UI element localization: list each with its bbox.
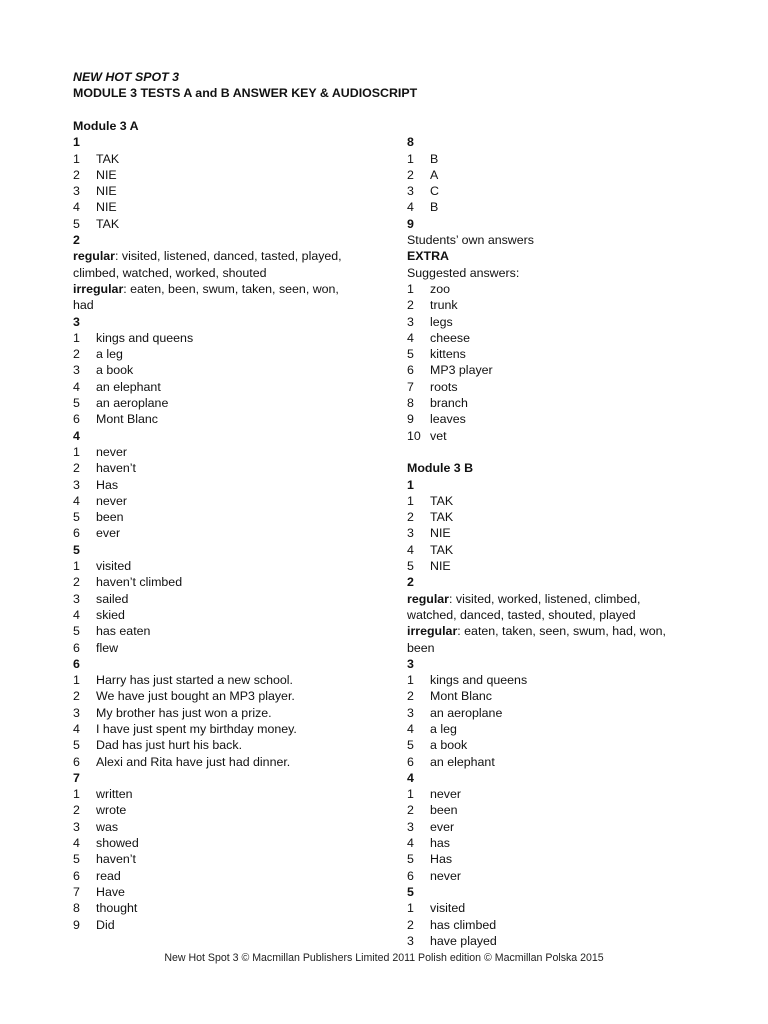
answer-item: [73, 721, 393, 737]
answer-item: [407, 509, 707, 525]
answer-item: [407, 672, 707, 688]
answer-item: [407, 493, 707, 509]
item-answer: Has: [430, 852, 453, 867]
answer-item: [73, 509, 393, 525]
answer-item: [407, 379, 707, 395]
answer-line: climbed, watched, worked, shouted: [73, 265, 267, 280]
item-number: 9: [73, 917, 80, 932]
item-answer: Mont Blanc: [430, 689, 492, 704]
answer-item: [407, 395, 707, 411]
answer-line: had: [73, 298, 94, 313]
item-number: 5: [73, 396, 80, 411]
answer-line: [73, 281, 393, 297]
item-answer: TAK: [430, 493, 454, 508]
answer-item: [407, 297, 707, 313]
exercise-number: 9: [407, 216, 414, 231]
page-footer: New Hot Spot 3 © Macmillan Publishers Limited 2011 Polish edition © Macmillan Polska 2015: [164, 952, 604, 964]
item-number: 2: [407, 298, 414, 313]
item-answer: skied: [96, 607, 125, 622]
exercise-number: 3: [73, 314, 80, 329]
answer-item: [73, 835, 393, 851]
left-column: [73, 118, 393, 933]
item-number: 2: [73, 689, 80, 704]
item-number: 5: [407, 852, 414, 867]
item-number: 3: [407, 819, 414, 834]
answer-label: regular: [73, 249, 116, 264]
item-answer: been: [96, 510, 124, 525]
item-number: 6: [407, 868, 414, 883]
answer-item: [407, 900, 707, 916]
item-number: 1: [73, 673, 80, 688]
document-title: NEW HOT SPOT 3: [73, 70, 180, 84]
answer-item: [73, 868, 393, 884]
answer-item: [73, 330, 393, 346]
module-heading: Module 3 A: [73, 119, 139, 133]
item-number: 4: [407, 721, 414, 736]
item-number: 4: [73, 493, 80, 508]
item-answer: an aeroplane: [96, 396, 169, 411]
item-answer: an elephant: [430, 754, 495, 769]
answer-label: regular: [407, 591, 450, 606]
exercise-number: 3: [407, 656, 414, 671]
item-answer: B: [430, 151, 439, 166]
item-answer: haven’t: [96, 461, 136, 476]
item-number: 5: [407, 559, 414, 574]
item-answer: NIE: [96, 184, 117, 199]
item-number: 5: [407, 347, 414, 362]
item-number: 1: [407, 151, 414, 166]
answer-item: [73, 411, 393, 427]
answer-item: [73, 346, 393, 362]
answer-item: [407, 428, 707, 444]
answer-item: [407, 199, 707, 215]
item-number: 2: [407, 917, 414, 932]
item-number: 2: [407, 510, 414, 525]
answer-line: [73, 248, 393, 264]
item-number: 4: [407, 330, 414, 345]
answer-text: : eaten, been, swum, taken, seen, won,: [123, 281, 339, 296]
item-answer: MP3 player: [430, 363, 493, 378]
item-answer: kings and queens: [96, 330, 194, 345]
item-answer: an aeroplane: [430, 705, 503, 720]
exercise-number: 6: [73, 656, 80, 671]
item-number: 3: [407, 526, 414, 541]
answer-item: [73, 216, 393, 232]
answer-item: [73, 737, 393, 753]
exercise-number: 5: [73, 542, 80, 557]
item-answer: roots: [430, 379, 458, 394]
item-answer: Have: [96, 884, 125, 899]
item-number: 1: [73, 559, 80, 574]
answer-item: [73, 900, 393, 916]
answer-item: [407, 868, 707, 884]
item-number: 4: [407, 836, 414, 851]
item-number: 6: [407, 363, 414, 378]
item-number: 4: [73, 200, 80, 215]
answer-item: [407, 346, 707, 362]
answer-label: irregular: [407, 624, 458, 639]
item-number: 8: [407, 396, 414, 411]
answer-item: [73, 558, 393, 574]
answer-line: Suggested answers:: [407, 265, 520, 280]
item-answer: NIE: [96, 167, 117, 182]
document-subtitle: MODULE 3 TESTS A and B ANSWER KEY & AUDIOSCRIPT: [73, 86, 418, 101]
answer-item: [73, 786, 393, 802]
answer-item: [407, 721, 707, 737]
answer-item: [73, 802, 393, 818]
item-number: 2: [407, 167, 414, 182]
answer-item: [73, 591, 393, 607]
answer-item: [73, 444, 393, 460]
answer-item: [407, 183, 707, 199]
item-number: 7: [73, 884, 80, 899]
exercise-number: 4: [73, 428, 80, 443]
item-answer: branch: [430, 396, 468, 411]
answer-item: [73, 688, 393, 704]
item-answer: Mont Blanc: [96, 412, 158, 427]
item-answer: sailed: [96, 591, 129, 606]
exercise-number: 1: [407, 477, 414, 492]
answer-item: [73, 819, 393, 835]
item-answer: thought: [96, 901, 138, 916]
answer-line: [407, 623, 707, 639]
item-number: 1: [407, 493, 414, 508]
item-answer: never: [96, 493, 127, 508]
item-number: 7: [407, 379, 414, 394]
item-answer: has climbed: [430, 917, 497, 932]
item-answer: zoo: [430, 281, 450, 296]
item-answer: vet: [430, 428, 447, 443]
item-number: 6: [73, 412, 80, 427]
item-answer: We have just bought an MP3 player.: [96, 689, 295, 704]
item-number: 1: [73, 444, 80, 459]
exercise-number: 2: [73, 233, 80, 248]
item-answer: leaves: [430, 412, 466, 427]
answer-item: [407, 737, 707, 753]
item-answer: never: [430, 868, 461, 883]
item-answer: kittens: [430, 347, 466, 362]
item-number: 5: [73, 216, 80, 231]
answer-item: [73, 574, 393, 590]
answer-item: [407, 819, 707, 835]
answer-item: [73, 493, 393, 509]
answer-line: [407, 591, 707, 607]
item-number: 1: [73, 787, 80, 802]
right-column: [407, 118, 707, 949]
item-answer: been: [430, 803, 458, 818]
item-answer: A: [430, 167, 439, 182]
item-answer: NIE: [96, 200, 117, 215]
answer-item: [407, 362, 707, 378]
item-answer: ever: [430, 819, 455, 834]
item-number: 1: [407, 787, 414, 802]
item-answer: a leg: [430, 721, 457, 736]
answer-item: [407, 835, 707, 851]
answer-item: [407, 754, 707, 770]
exercise-number: EXTRA: [407, 249, 449, 264]
answer-item: [73, 460, 393, 476]
answer-text: : visited, listened, danced, tasted, played,: [115, 249, 342, 264]
answer-item: [73, 151, 393, 167]
item-answer: Did: [96, 917, 115, 932]
answer-item: [407, 786, 707, 802]
answer-item: [73, 754, 393, 770]
answer-item: [407, 558, 707, 574]
item-answer: NIE: [430, 526, 451, 541]
item-number: 4: [73, 607, 80, 622]
answer-item: [73, 395, 393, 411]
answer-item: [407, 314, 707, 330]
item-number: 2: [407, 689, 414, 704]
item-answer: Has: [96, 477, 119, 492]
answer-item: [407, 917, 707, 933]
answer-item: [407, 542, 707, 558]
exercise-number: 2: [407, 575, 414, 590]
item-answer: TAK: [430, 510, 454, 525]
item-number: 1: [407, 673, 414, 688]
item-answer: was: [96, 819, 119, 834]
item-answer: haven’t climbed: [96, 575, 183, 590]
item-number: 2: [73, 347, 80, 362]
exercise-number: 4: [407, 770, 414, 785]
item-number: 6: [73, 868, 80, 883]
blank-line: [407, 118, 707, 134]
item-number: 2: [407, 803, 414, 818]
answer-item: [73, 607, 393, 623]
answer-item: [73, 672, 393, 688]
item-answer: Dad has just hurt his back.: [96, 738, 243, 753]
item-answer: kings and queens: [430, 673, 528, 688]
item-number: 3: [73, 477, 80, 492]
answer-item: [73, 183, 393, 199]
item-number: 1: [407, 901, 414, 916]
item-number: 5: [407, 738, 414, 753]
answer-item: [407, 933, 707, 949]
answer-item: [73, 199, 393, 215]
answer-line: Students’ own answers: [407, 233, 534, 248]
item-answer: C: [430, 184, 439, 199]
item-number: 9: [407, 412, 414, 427]
item-answer: has: [430, 836, 450, 851]
answer-item: [73, 362, 393, 378]
answer-item: [407, 151, 707, 167]
item-number: 6: [73, 526, 80, 541]
item-number: 1: [407, 281, 414, 296]
item-answer: TAK: [96, 216, 120, 231]
item-answer: B: [430, 200, 439, 215]
answer-item: [407, 802, 707, 818]
answer-item: [73, 379, 393, 395]
item-number: 3: [73, 363, 80, 378]
item-answer: read: [96, 868, 121, 883]
answer-item: [73, 623, 393, 639]
item-number: 3: [407, 184, 414, 199]
item-number: 6: [73, 640, 80, 655]
item-answer: ever: [96, 526, 121, 541]
item-answer: flew: [96, 640, 119, 655]
answer-text: : visited, worked, listened, climbed,: [449, 591, 641, 606]
item-answer: legs: [430, 314, 453, 329]
item-answer: visited: [96, 559, 132, 574]
item-number: 4: [73, 379, 80, 394]
answer-item: [73, 705, 393, 721]
answer-item: [407, 281, 707, 297]
item-answer: TAK: [430, 542, 454, 557]
answer-item: [407, 851, 707, 867]
item-number: 3: [73, 705, 80, 720]
item-answer: never: [430, 787, 461, 802]
item-answer: Alexi and Rita have just had dinner.: [96, 754, 291, 769]
item-number: 1: [73, 151, 80, 166]
answer-line: been: [407, 640, 435, 655]
item-number: 2: [73, 575, 80, 590]
answer-item: [407, 411, 707, 427]
item-number: 10: [407, 428, 421, 443]
answer-text: : eaten, taken, seen, swum, had, won,: [457, 624, 666, 639]
answer-item: [407, 525, 707, 541]
item-answer: I have just spent my birthday money.: [96, 721, 297, 736]
item-answer: visited: [430, 901, 466, 916]
item-number: 3: [73, 819, 80, 834]
item-answer: written: [96, 787, 133, 802]
item-answer: a leg: [96, 347, 123, 362]
answer-item: [407, 705, 707, 721]
exercise-number: 7: [73, 770, 80, 785]
item-number: 4: [73, 836, 80, 851]
answer-item: [73, 167, 393, 183]
item-number: 5: [73, 738, 80, 753]
answer-item: [407, 167, 707, 183]
item-answer: haven’t: [96, 852, 136, 867]
item-number: 8: [73, 901, 80, 916]
item-number: 3: [73, 591, 80, 606]
answer-item: [73, 917, 393, 933]
exercise-number: 8: [407, 135, 414, 150]
exercise-number: 1: [73, 135, 80, 150]
document-header: [73, 69, 417, 102]
answer-item: [407, 330, 707, 346]
item-answer: trunk: [430, 298, 458, 313]
item-answer: never: [96, 444, 127, 459]
item-answer: a book: [96, 363, 134, 378]
answer-label: irregular: [73, 281, 124, 296]
item-number: 5: [73, 852, 80, 867]
item-answer: My brother has just won a prize.: [96, 705, 272, 720]
item-number: 4: [73, 721, 80, 736]
item-number: 2: [73, 803, 80, 818]
item-number: 2: [73, 167, 80, 182]
item-answer: TAK: [96, 151, 120, 166]
item-number: 6: [73, 754, 80, 769]
item-number: 1: [73, 330, 80, 345]
item-answer: wrote: [96, 803, 127, 818]
item-number: 3: [73, 184, 80, 199]
item-number: 5: [73, 624, 80, 639]
answer-item: [73, 640, 393, 656]
item-answer: showed: [96, 836, 139, 851]
item-answer: have played: [430, 933, 497, 948]
item-answer: Harry has just started a new school.: [96, 673, 293, 688]
answer-item: [73, 525, 393, 541]
exercise-number: 5: [407, 884, 414, 899]
answer-item: [73, 851, 393, 867]
item-number: 4: [407, 200, 414, 215]
item-number: 3: [407, 933, 414, 948]
item-answer: has eaten: [96, 624, 151, 639]
item-number: 2: [73, 461, 80, 476]
answer-item: [407, 688, 707, 704]
item-answer: an elephant: [96, 379, 161, 394]
item-answer: NIE: [430, 559, 451, 574]
item-number: 6: [407, 754, 414, 769]
answer-line: watched, danced, tasted, shouted, played: [407, 607, 636, 622]
item-number: 4: [407, 542, 414, 557]
answer-item: [73, 884, 393, 900]
item-answer: a book: [430, 738, 468, 753]
blank-line: [407, 444, 707, 460]
item-number: 3: [407, 314, 414, 329]
answer-item: [73, 477, 393, 493]
item-answer: cheese: [430, 330, 470, 345]
item-number: 3: [407, 705, 414, 720]
item-number: 5: [73, 510, 80, 525]
module-heading: Module 3 B: [407, 461, 474, 476]
